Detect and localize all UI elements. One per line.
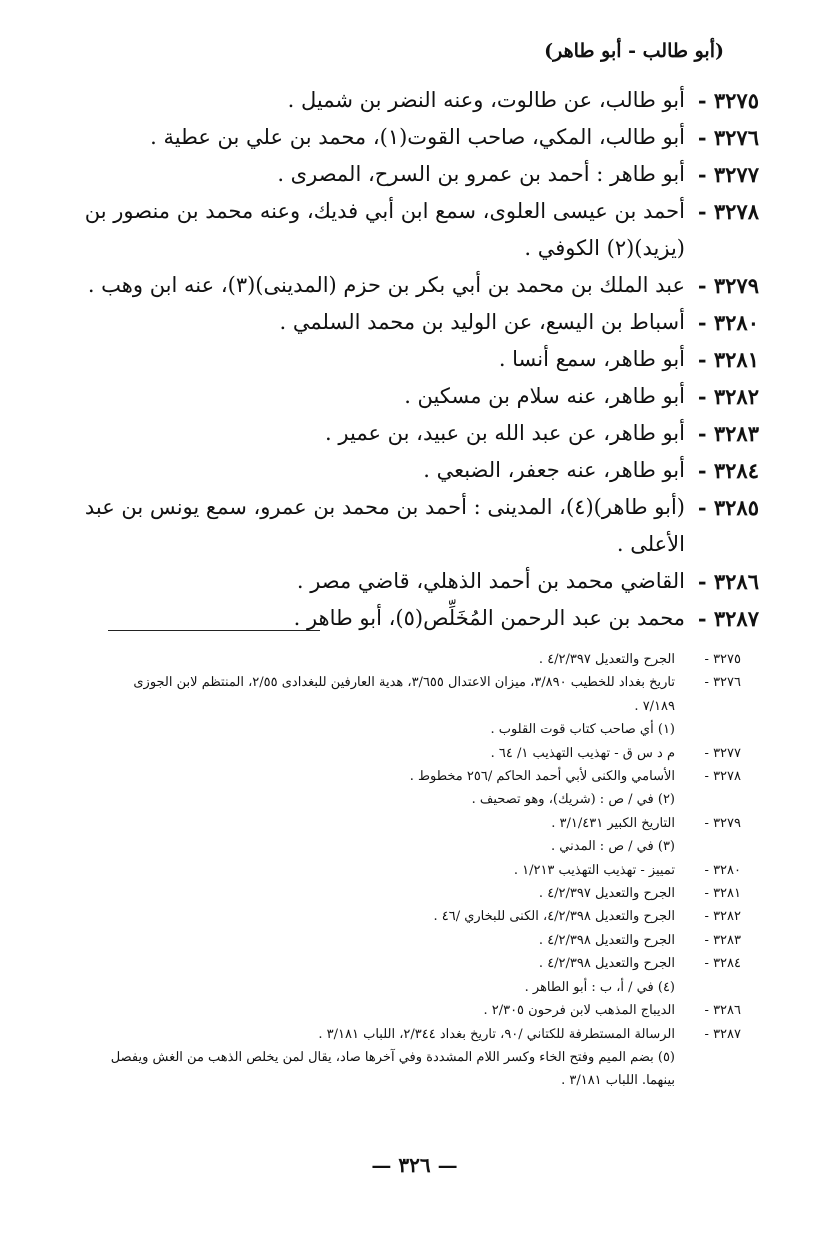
footnote <box>101 952 741 975</box>
footnote <box>101 882 741 905</box>
footnote <box>101 999 741 1022</box>
footnote-text: الجرح والتعديل ٤/٢/٣٩٨ . <box>538 932 675 948</box>
footnote-number: ٣٢٧٦ - <box>704 675 741 691</box>
footnote-number: ٣٢٧٧ - <box>704 745 741 761</box>
entry-number: ٣٢٧٧ - <box>697 162 759 187</box>
footnote-text: (١) أي صاحب كتاب قوت القلوب . <box>490 722 675 738</box>
footnote-number: ٣٢٨٧ - <box>704 1026 741 1042</box>
entry-text: القاضي محمد بن أحمد الذهلي، قاضي مصر . <box>296 569 685 593</box>
footnote <box>101 859 741 882</box>
footnote <box>101 765 741 788</box>
footnote-number: ٣٢٨٣ - <box>704 932 741 948</box>
footnote-text: (٤) في / أ، ب : أبو الطاهر . <box>524 979 675 995</box>
footnote-text: التاريخ الكبير ٣/١/٤٣١ . <box>551 815 675 831</box>
entry-number: ٣٢٨١ - <box>697 347 759 372</box>
footnote-number: ٣٢٨٢ - <box>704 909 741 925</box>
entry-text: أبو طاهر : أحمد بن عمرو بن السرح، المصرى . <box>277 162 685 186</box>
footnote-text: م د س ق - تهذيب التهذيب ١/ ٦٤ . <box>490 745 675 761</box>
entry <box>79 156 759 193</box>
footnote-text: الرسالة المستطرفة للكتاني /٩٠، تاريخ بغداد ٢/٣٤٤، اللباب ٣/١٨١ . <box>318 1026 675 1042</box>
footnote <box>101 788 741 811</box>
footnotes-list <box>101 648 741 1093</box>
entry <box>79 600 759 637</box>
footnote <box>101 742 741 765</box>
footnote <box>101 1046 741 1093</box>
entry-number: ٣٢٧٩ - <box>697 273 759 298</box>
entry-text: أبو طاهر، عنه جعفر، الضبعي . <box>423 458 685 482</box>
entry-text: أبو طالب، المكي، صاحب القوت(١)، محمد بن علي بن عطية . <box>150 125 685 149</box>
entry <box>79 193 759 267</box>
footnote-number: ٣٢٨٤ - <box>704 956 741 972</box>
footnote <box>101 835 741 858</box>
entry-number: ٣٢٧٥ - <box>697 88 759 113</box>
entry-number: ٣٢٨٥ - <box>697 495 759 520</box>
entry-text: (أبو طاهر)(٤)، المدينى : أحمد بن محمد بن عمرو، سمع يونس بن عبد الأعلى . <box>84 495 685 556</box>
footnote <box>101 1023 741 1046</box>
footnote-text: (٣) في / ص : المدني . <box>551 839 675 855</box>
footnote-number: ٣٢٧٥ - <box>704 652 741 667</box>
footnote <box>101 718 741 741</box>
entry <box>79 267 759 304</box>
entry <box>79 415 759 452</box>
entry-number: ٣٢٨٢ - <box>697 384 759 409</box>
footnote-number: ٣٢٨١ - <box>704 886 741 902</box>
footnote <box>101 812 741 835</box>
entry-text: أسباط بن اليسع، عن الوليد بن محمد السلمي . <box>279 310 685 334</box>
entry <box>79 341 759 378</box>
footnote-number: ٣٢٨٠ - <box>704 862 741 878</box>
entry-text: أبو طاهر، عنه سلام بن مسكين . <box>404 384 685 408</box>
footnote-number: ٣٢٨٦ - <box>704 1003 741 1019</box>
footnote <box>101 929 741 952</box>
entry <box>79 82 759 119</box>
footnote <box>101 671 741 718</box>
entry <box>79 304 759 341</box>
entry-number: ٣٢٨٣ - <box>697 421 759 446</box>
entry-text: أبو طاهر، سمع أنسا . <box>498 347 685 371</box>
entry-number: ٣٢٨٧ - <box>697 606 759 631</box>
entry <box>79 378 759 415</box>
entry <box>79 119 759 156</box>
footnote-text: الجرح والتعديل ٤/٢/٣٩٧ . <box>538 652 675 667</box>
footnote-text: الجرح والتعديل ٤/٢/٣٩٨، الكنى للبخاري /٤٦ . <box>433 909 675 925</box>
entry-text: أبو طالب، عن طالوت، وعنه النضر بن شميل . <box>287 88 685 112</box>
entry-text: عبد الملك بن محمد بن أبي بكر بن حزم (المدينى)(٣)، عنه ابن وهب . <box>87 273 685 297</box>
footnote-text: (٢) في / ص : (شريك)، وهو تصحيف . <box>471 792 675 808</box>
footnote-text: الأسامي والكنى لأبي أحمد الحاكم /٢٥٦ مخطوط . <box>409 769 675 785</box>
entries-list <box>79 82 759 637</box>
entry <box>79 452 759 489</box>
footnote-text: تمييز - تهذيب التهذيب ١/٢١٣ . <box>513 862 675 878</box>
entry <box>79 489 759 563</box>
footnote-divider <box>108 630 320 631</box>
footnote-text: الديباج المذهب لابن فرحون ٢/٣٠٥ . <box>483 1003 675 1019</box>
footnote-number: ٣٢٧٨ - <box>704 769 741 785</box>
footnote-text: الجرح والتعديل ٤/٢/٣٩٧ . <box>538 886 675 902</box>
page-number: — ٣٢٦ — <box>371 1153 458 1177</box>
entry-text: أحمد بن عيسى العلوى، سمع ابن أبي فديك، وعنه محمد بن منصور بن (يزيد)(٢) الكوفي . <box>84 199 685 260</box>
footnote-number: ٣٢٧٩ - <box>704 815 741 831</box>
entry <box>79 563 759 600</box>
footnote-text: (٥) بضم الميم وفتح الخاء وكسر اللام المشددة وفي آخرها صاد، يقال لمن يخلص الذهب من الغش ويفصل بينهما. اللباب ٣/١٨١ . <box>110 1049 675 1089</box>
entry-number: ٣٢٧٨ - <box>697 199 759 224</box>
entry-number: ٣٢٧٦ - <box>697 125 759 150</box>
entry-number: ٣٢٨٤ - <box>697 458 759 483</box>
footnote-text: الجرح والتعديل ٤/٢/٣٩٨ . <box>538 956 675 972</box>
footnote <box>101 905 741 928</box>
running-header: (أبو طالب - أبو طاهر) <box>544 40 724 62</box>
entry-text: محمد بن عبد الرحمن المُخَلِّص(٥)، أبو طاهر . <box>293 606 685 630</box>
entry-number: ٣٢٨٦ - <box>697 569 759 594</box>
footnote <box>101 976 741 999</box>
footnote-text: تاريخ بغداد للخطيب ٣/٨٩٠، ميزان الاعتدال ٣/٦٥٥، هدية العارفين للبغدادى ٢/٥٥، المنتظم لابن الجوزى ٧/١٨٩ . <box>133 675 675 714</box>
entry-number: ٣٢٨٠ - <box>697 310 759 335</box>
footnote <box>101 648 741 671</box>
entry-text: أبو طاهر، عن عبد الله بن عبيد، بن عمير . <box>325 421 685 445</box>
